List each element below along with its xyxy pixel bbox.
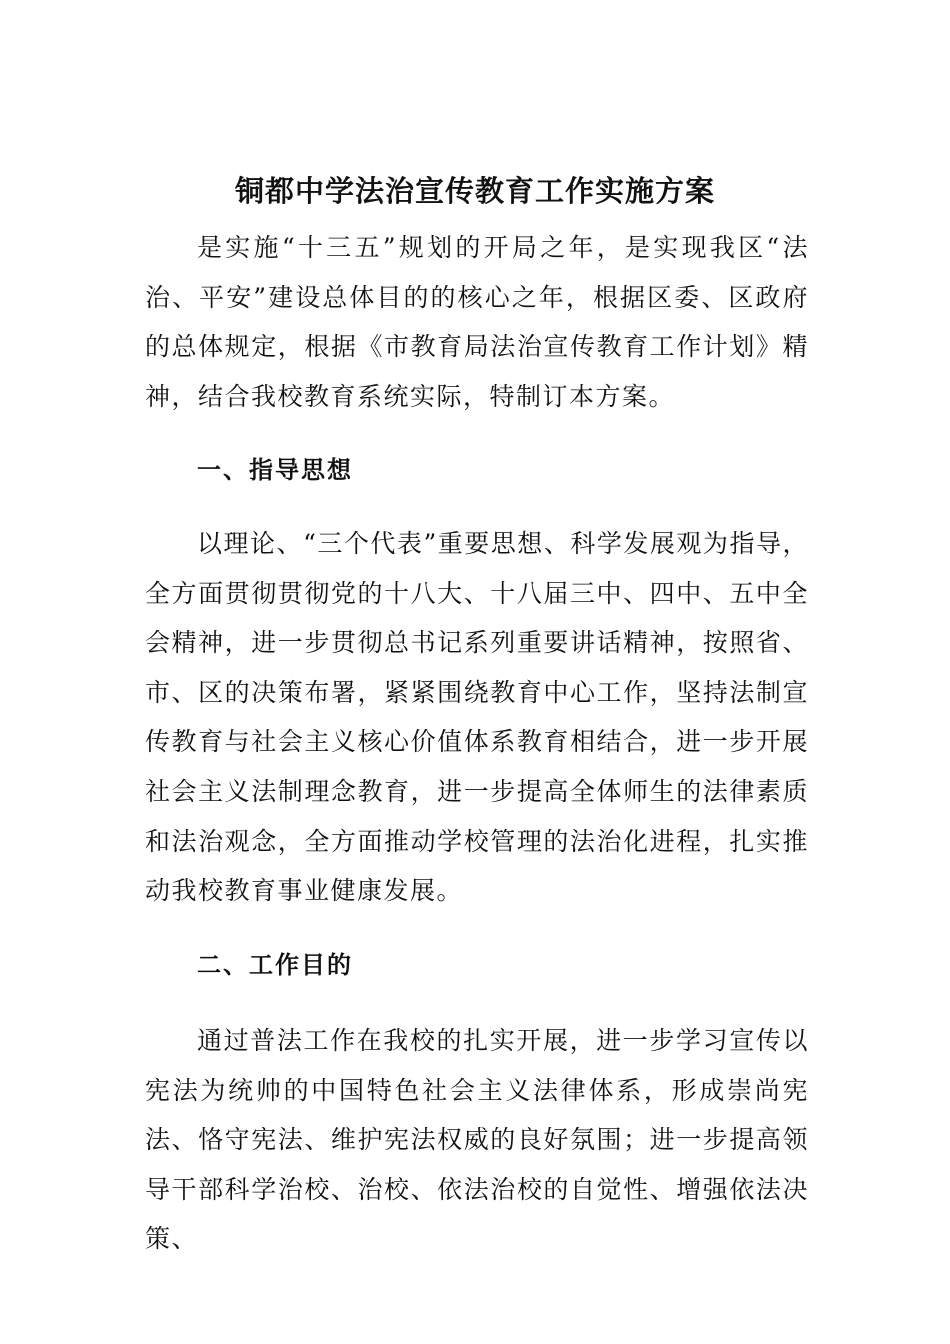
section-heading-guiding-ideology: 一、指导思想 bbox=[197, 456, 353, 484]
intro-paragraph: 是实施“十三五”规划的开局之年，是实现我区“法治、平安”建设总体目的的核心之年，根据区委、区政府的总体规定，根据《市教育局法治宣传教育工作计划》精神，结合我校教育系统实际，特制订本方案。 bbox=[145, 233, 809, 411]
document-title: 铜都中学法治宣传教育工作实施方案 bbox=[234, 174, 715, 209]
section-body-work-objectives: 通过普法工作在我校的扎实开展，进一步学习宣传以宪法为统帅的中国特色社会主义法律体系，形成崇尚宪法、恪守宪法、维护宪法权威的良好氛围；进一步提高领导干部科学治校、治校、依法治校的自觉性、增强依法决策、 bbox=[145, 1026, 809, 1254]
section-heading-work-objectives: 二、工作目的 bbox=[197, 951, 353, 979]
section-body-guiding-ideology: 以理论、“三个代表”重要思想、科学发展观为指导，全方面贯彻贯彻党的十八大、十八届三中、四中、五中全会精神，进一步贯彻总书记系列重要讲话精神，按照省、市、区的决策布署，紧紧围绕教育中心工作，坚持法制宣传教育与社会主义核心价值体系教育相结合，进一步开展社会主义法制理念教育，进一步提高全体师生的法律素质和法治观念，全方面推动学校管理的法治化进程，扎实推动我校教育事业健康发展。 bbox=[145, 529, 809, 906]
